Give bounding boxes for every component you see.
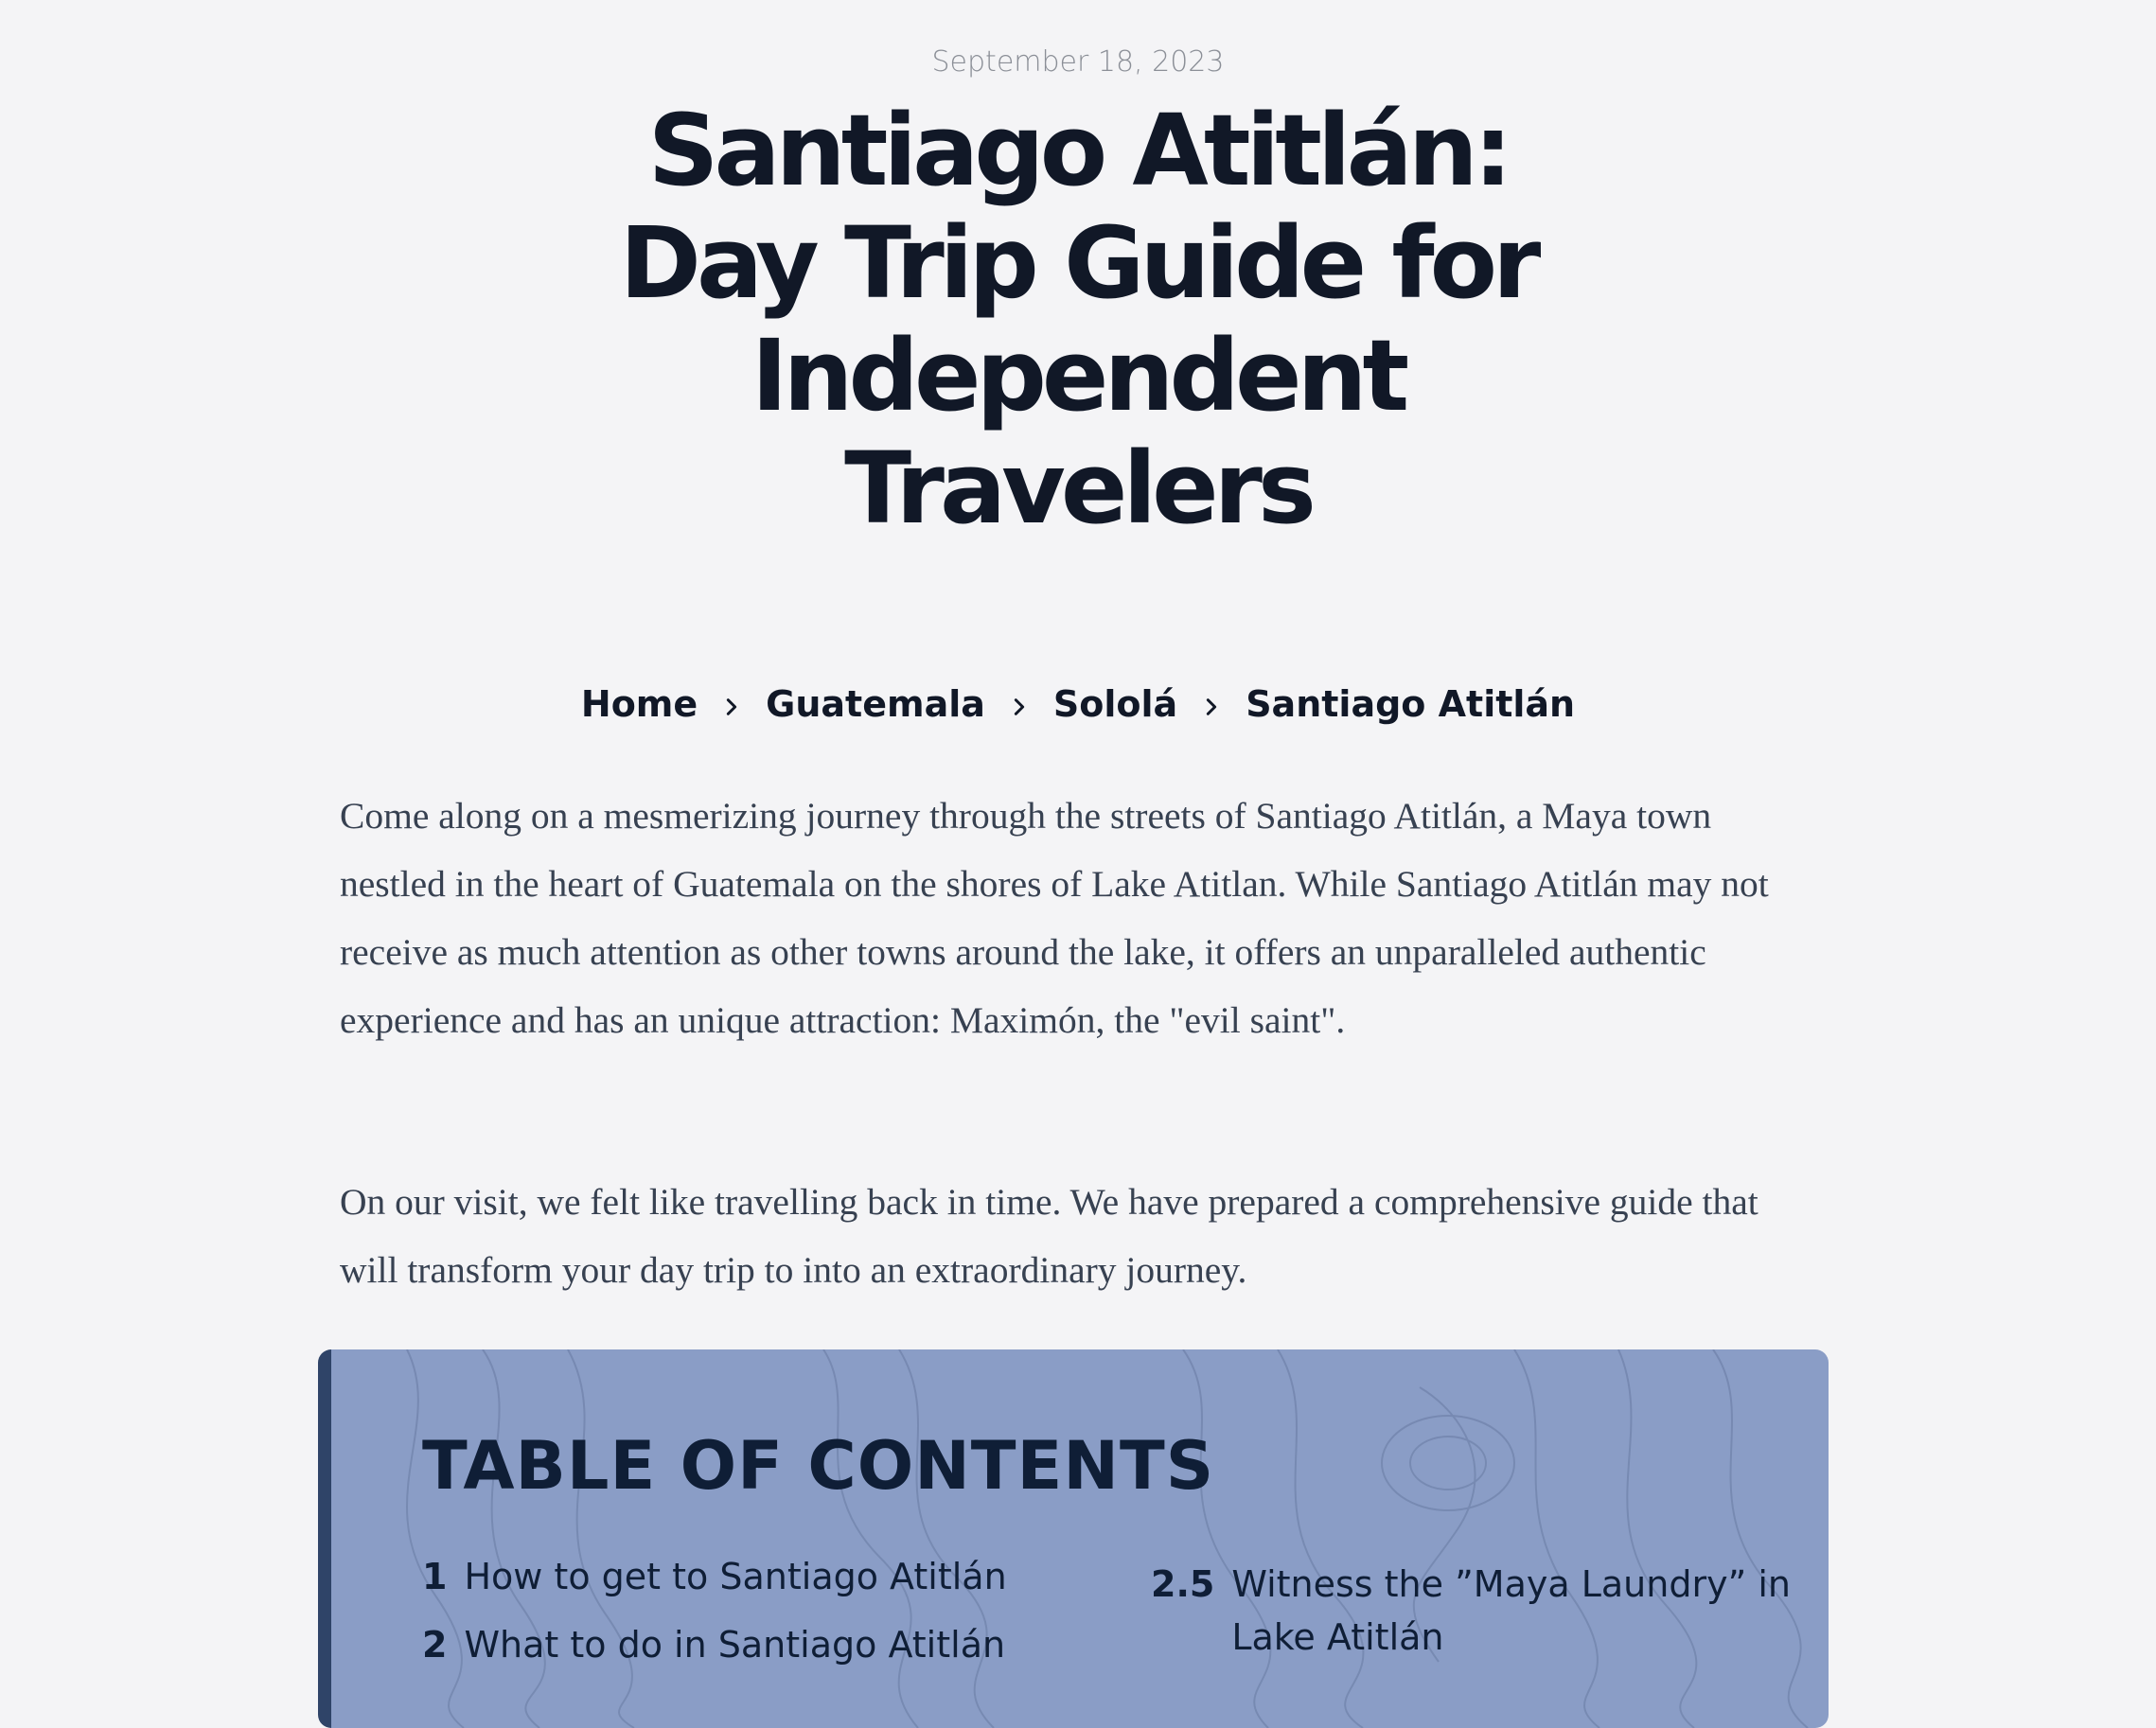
toc-item[interactable] [1151, 1558, 1794, 1664]
toc-item-number: 2.5 [1151, 1563, 1215, 1605]
toc-item-label: What to do in Santiago Atitlán [464, 1624, 1006, 1666]
toc-item-number: 2 [422, 1624, 448, 1666]
table-of-contents [318, 1349, 1829, 1728]
breadcrumb [0, 683, 2156, 725]
toc-title: TABLE OF CONTENTS [422, 1427, 1215, 1505]
chevron-right-icon [1177, 683, 1246, 725]
toc-item[interactable] [422, 1618, 1005, 1671]
toc-item-label: How to get to Santiago Atitlán [464, 1556, 1007, 1597]
post-date: September 18, 2023 [931, 45, 1225, 79]
toc-item-number: 1 [422, 1556, 448, 1597]
topographic-pattern [331, 1349, 1829, 1728]
page-title: Santiago Atitlán: Day Trip Guide for Independent Travelers [619, 93, 1537, 546]
toc-item[interactable] [422, 1550, 1007, 1603]
toc-item-label: Witness the ”Maya Laundry” in Lake Atitlán [1231, 1563, 1791, 1658]
intro-paragraph-2: On our visit, we felt like travelling back in time. We have prepared a comprehensive guide that will transform your day trip to into an extraordinary journey. [340, 1181, 1758, 1291]
chevron-right-icon [985, 683, 1053, 725]
chevron-right-icon [698, 683, 766, 725]
breadcrumb-current: Santiago Atitlán [1246, 683, 1576, 725]
breadcrumb-home-link[interactable]: Home [580, 683, 698, 725]
intro-paragraph-1: Come along on a mesmerizing journey through the streets of Santiago Atitlán, a Maya town nestled in the heart of Guatemala on the shores of Lake Atitlan. While Santiago Atitlán may not receive as much attention as other towns around the lake, it offers an unparalleled authentic experience and has an unique attraction: Maximón, the "evil saint". [340, 795, 1769, 1041]
breadcrumb-guatemala-link[interactable]: Guatemala [766, 683, 985, 725]
breadcrumb-solola-link[interactable]: Sololá [1052, 683, 1178, 725]
